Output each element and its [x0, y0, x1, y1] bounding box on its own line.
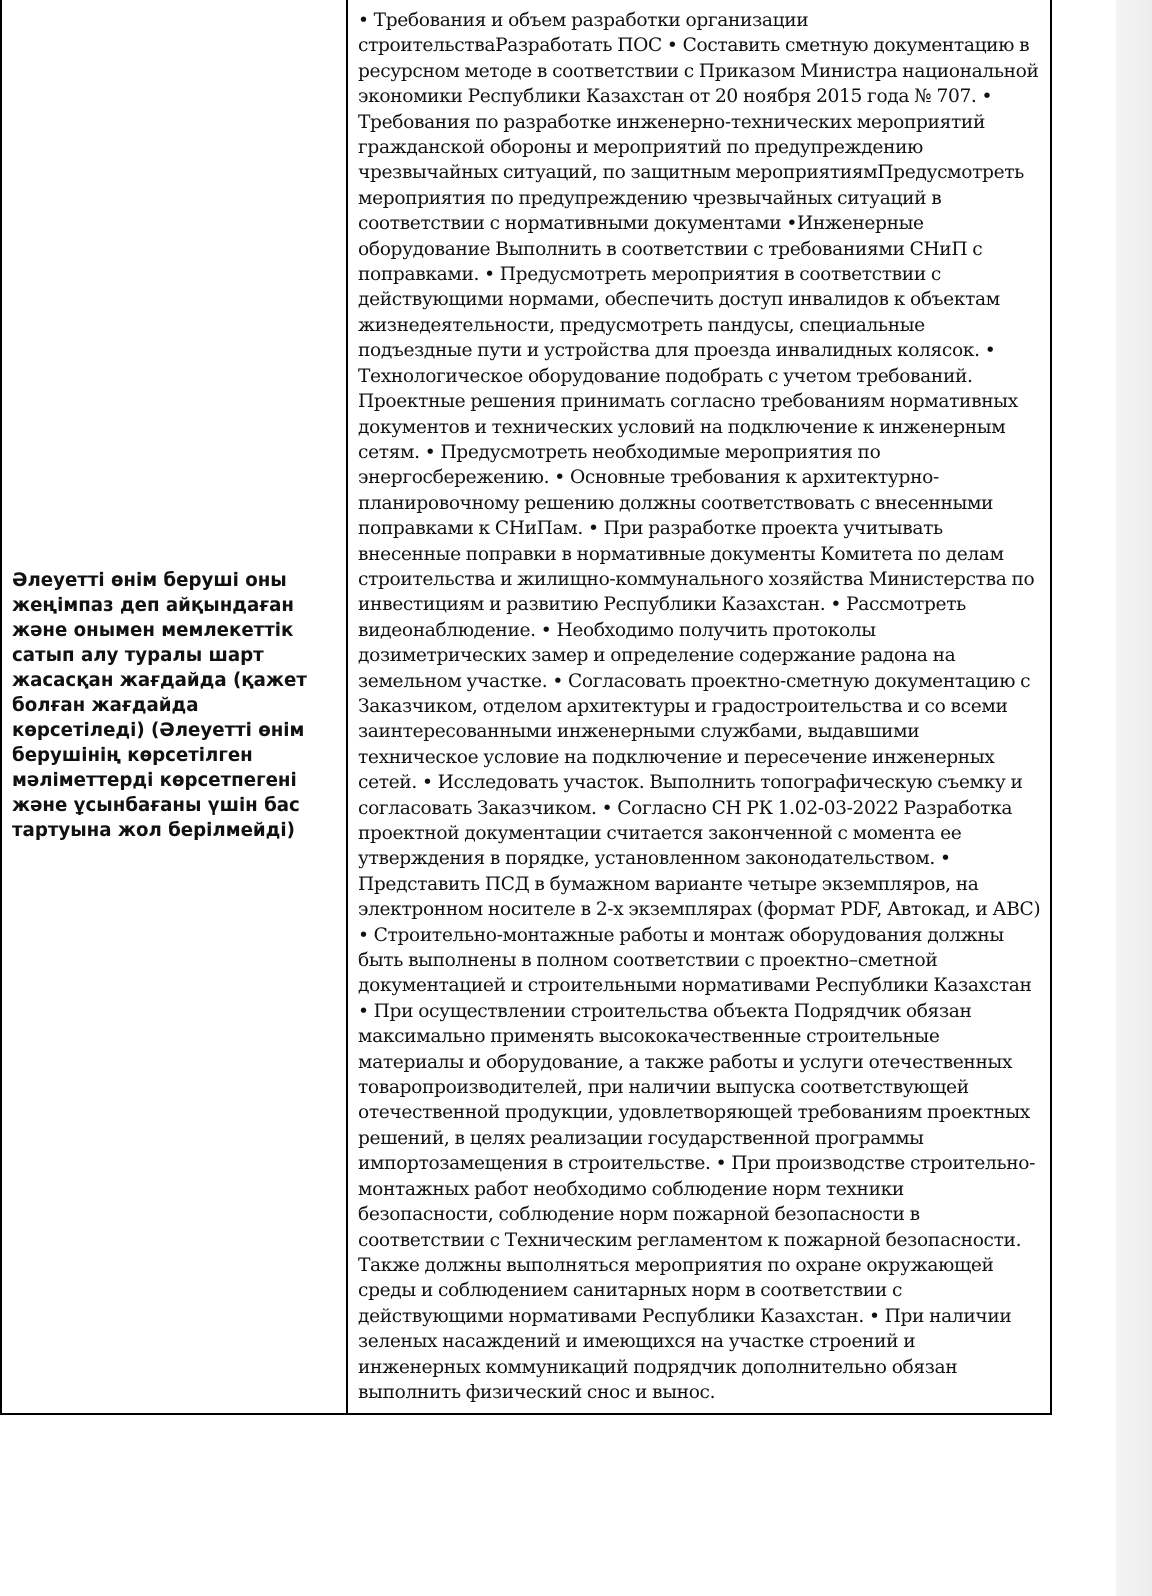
requirement-content: • Требования и объем разработки организации строительстваРазработать ПОС • Составить сметную документацию в ресурсном методе в соответствии с Приказом Министра национальной экономики Республики Казахстан от 20 ноября 2015 года № 707. • Требования по разработке инженерно-технических мероприятий гражданской обороны и мероприятий по предупреждению чрезвычайных ситуаций, по защитным мероприятиямПредусмотреть мероприятия по предупреждению чрезвычайных ситуаций в соответствии с нормативными документами •Инженерные оборудование Выполнить в соответствии с требованиями СНиП с поправками. • Предусмотреть мероприятия в соответствии с действующими нормами, обеспечить доступ инвалидов к объектам жизнедеятельности, предусмотреть пандусы, специальные подъездные пути и устройства для проезда инвалидных колясок. • Технологическое оборудование подобрать с учетом требований. Проектные решения принимать согласно требованиям нормативных документов и технических условий на подключение к инженерным сетям. • Предусмотреть необходимые мероприятия по энергосбережению. • Основные требования к архитектурно-планировочному решению должны соответствовать с внесенными поправками к СНиПам. • При разработке проекта учитывать внесенные поправки в нормативные документы Комитета по делам строительства и жилищно-коммунального хозяйства Министерства по инвестициям и развитию Республики Казахстан. • Рассмотреть видеонаблюдение. • Необходимо получить протоколы дозиметрических замер и определение содержание радона на земельном участке. • Согласовать проектно-сметную документацию с Заказчиком, отделом архитектуры и градостроительства и со всеми заинтересованными инженерными службами, выдавшими техническое условие на подключение и пересечение инженерных сетей. • Исследовать участок. Выполнить топографическую съемку и согласовать Заказчиком. • Согласно СН РК 1.02-03-2022 Разработка проектной документации считается законченной с момента ее утверждения в порядке, установленном законодательством. • Представить ПСД в бумажном варианте четыре экземпляров, на электронном носителе в 2-х экземплярах (формат PDF, Автокад, и АВС) • Строительно-монтажные работы и монтаж оборудования должны быть выполнены в полном соответствии с проектно–сметной документацией и строительными нормативами Республики Казахстан • При осуществлении строительства объекта Подрядчик обязан максимально применять высококачественные строительные материалы и оборудование, а также работы и услуги отечественных товаропроизводителей, при наличии выпуска соответствующей отечественной продукции, удовлетворяющей требованиям проектных решений, в целях реализации государственной программы импортозамещения в строительстве. • При производстве строительно-монтажных работ необходимо соблюдение норм техники безопасности, соблюдение норм пожарной безопасности в соответствии с Техническим регламентом к пожарной безопасности. Также должны выполняться мероприятия по охране окружающей среды и соблюдением санитарных норм в соответствии с действующими нормативами Республики Казахстан. • При наличии зеленых насаждений и имеющихся на участке строений и инженерных коммуникаций подрядчик дополнительно обязан выполнить физический снос и вынос. [358, 10, 1041, 1403]
table-row [1, 0, 1051, 1414]
requirement-label: Әлеуетті өнім беруші оны жеңімпаз деп айқындаған және онымен мемлекеттік сатып алу туралы шарт жасасқан жағдайда (қажет болған жағдайда көрсетіледі) (Әлеуетті өнім берушінің көрсетілген мәліметтерді көрсетпегені және ұсынбағаны үшін бас тартуына жол берілмейді) [12, 570, 307, 842]
page-edge-shadow [1116, 0, 1152, 1596]
requirement-content-cell [347, 0, 1051, 1414]
requirement-label-cell [1, 0, 347, 1414]
